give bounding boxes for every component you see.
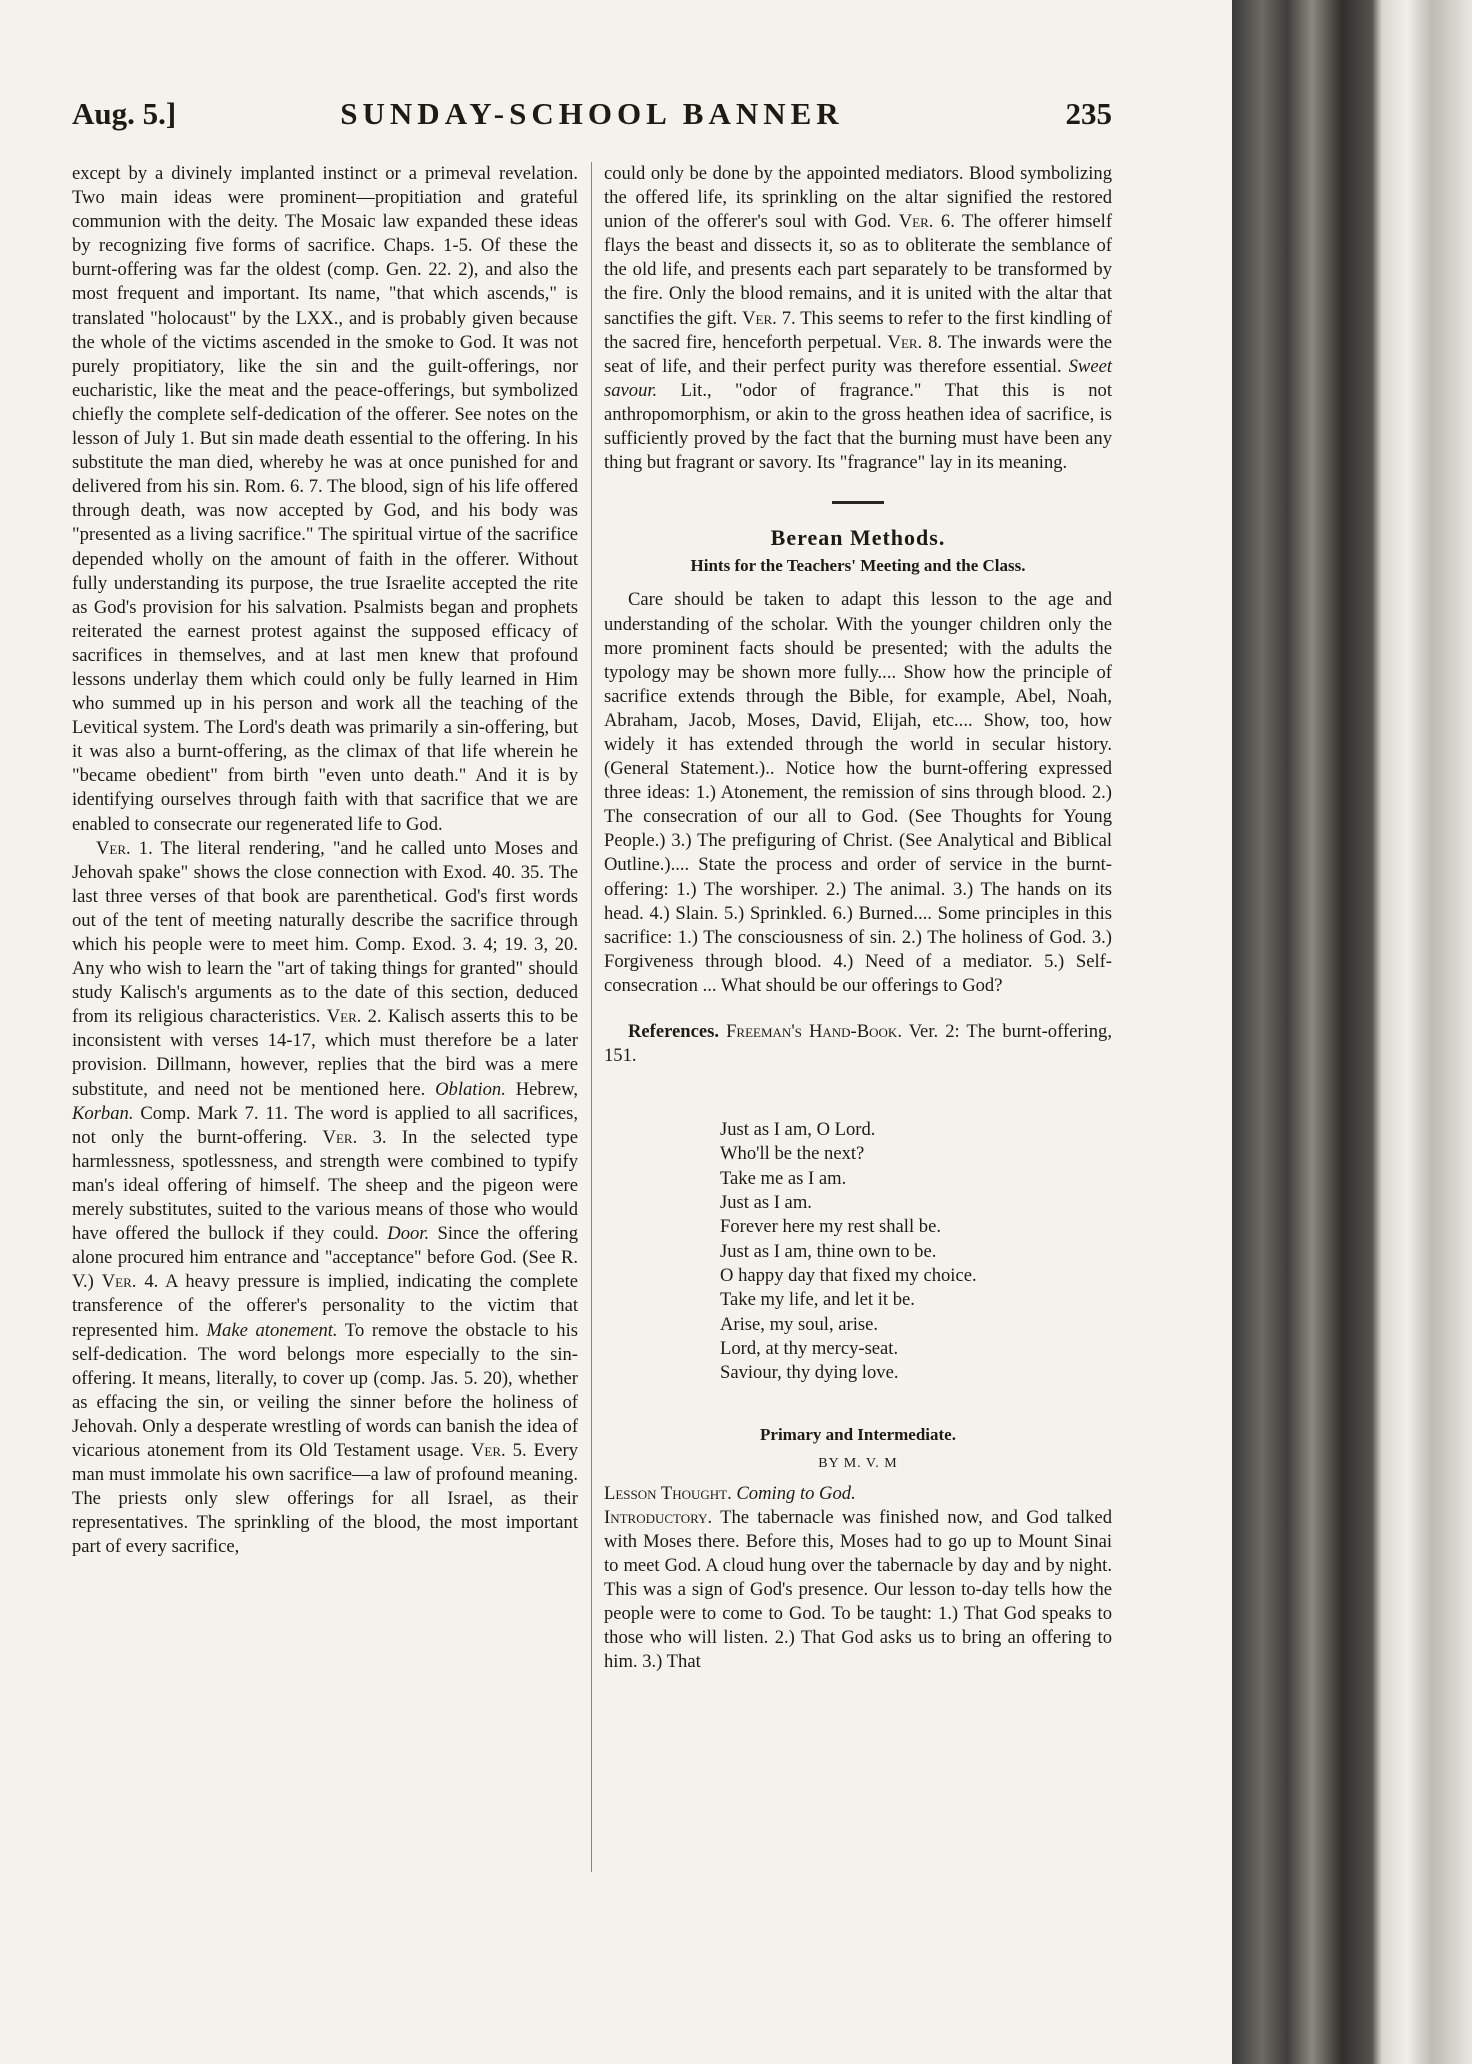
term-sweet-savour: Sweet savour. (604, 355, 1112, 401)
references-text: Ver. 2: The burnt-offering, 151. (604, 1021, 1112, 1067)
verse-label: Ver. (322, 1126, 358, 1148)
column-divider (591, 162, 592, 1872)
left-column (72, 162, 578, 1559)
hymn-line: Just as I am, thine own to be. (720, 1240, 937, 1262)
hymn-line: Arise, my soul, arise. (720, 1313, 879, 1335)
section-rule (832, 501, 884, 504)
verse-text: 7. This seems to refer to the first kindling of the sacred fire, henceforth perpetual. (604, 307, 1112, 353)
references-label: References. (628, 1021, 720, 1042)
references-paragraph (604, 1020, 1112, 1068)
verse-text: Lit., "odor of fragrance." That this is not anthropomorphism, or akin to the gross heathen idea of sacrifice, is sufficiently proved by the fact that the burning must have been any thing but fragrant or savory. Its "fragrance" lay in its meaning. (604, 379, 1112, 474)
byline: BY M. V. M (818, 1455, 898, 1471)
term-door: Door. (387, 1223, 430, 1245)
hints-paragraph: Care should be taken to adapt this lesson to the age and understanding of the scholar. With the younger children only the more prominent facts should be presented; with the adults the typology may be shown more fully.... Show how the principle of sacrifice extends through the Bible, for example, Abel, Noah, Abraham, Jacob, Moses, David, Elijah, etc.... Show, too, how widely it has extended through the world in secular history. (General Statement.).. Notice how the burnt-offering expressed three ideas: 1.) Atonement, the remission of sins through blood. 2.) The consecration of our all to God. (See Thoughts for Young People.) 3.) The prefiguring of Christ. (See Analytical and Biblical Outline.).... State the process and order of service in the burnt-offering: 1.) The worshiper. 2.) The animal. 3.) The hands on its head. 4.) Slain. 5.) Sprinkled. 6.) Burned.... Some principles in this sacrifice: 1.) The consciousness of sin. 2.) The holiness of God. 3.) Forgiveness through blood. 4.) Need of a mediator. 5.) Self-consecration ... What should be our offerings to God? (604, 589, 1112, 996)
section-title: Berean Methods. (770, 525, 946, 551)
primary-section-title: Primary and Intermediate. (760, 1425, 956, 1445)
hymn-line: Just as I am, O Lord. (720, 1119, 876, 1141)
verse-text: Hebrew, (505, 1078, 578, 1100)
term-oblation: Oblation. (435, 1078, 506, 1100)
verse-label: Ver. (96, 837, 131, 859)
running-title: SUNDAY-SCHOOL BANNER (340, 96, 844, 131)
header-date: Aug. 5.] (72, 96, 177, 131)
verse-text: 6. The offerer himself flays the beast and dissects it, so as to obliterate the semblance of the old life, and presents each part separately to be transformed by the fire. Only the blood remains, and it is united with the altar that sanctifies the gift. (604, 211, 1113, 329)
hymn-line: Who'll be the next? (720, 1143, 865, 1165)
verse-text: 3. In the selected type harmlessness, spotlessness, and strength were combined to typify man's ideal offering of himself. The sheep and the pigeon were merely substitutes, suited to the various means of those who would have offered the bullock if they could. (72, 1126, 579, 1245)
hymn-list (720, 1118, 1112, 1385)
verse-text: 8. The inwards were the seat of life, and their perfect purity was therefore essential. (604, 331, 1112, 377)
verse-text: 1. The literal rendering, "and he called unto Moses and Jehovah spake" shows the close connection with Exod. 40. 35. The last three verses of that book are parenthetical. God's first words out of the tent of meeting naturally describe the sacrifice through which his people were to meet him. Comp. Exod. 3. 4; 19. 3, 20. Any who wish to learn the "art of taking things for granted" should study Kalisch's arguments as to the date of this section, deduced from its religious characteristics. (72, 837, 578, 1028)
verse-label: Ver. (742, 307, 777, 329)
lesson-thought-text: Coming to God. (736, 1482, 856, 1504)
lesson-thought (604, 1482, 1112, 1506)
verse-text: To remove the obstacle to his self-dedication. The word belongs more especially to the sin-offering. It means, literally, to cover up (comp. Jas. 5. 20), whether as effacing the sin, or veiling the sinner before the holiness of Jehovah. Only a desperate wrestling of words can banish the idea of vicarious atonement from its Old Testament usage. (72, 1319, 579, 1461)
introductory-paragraph (604, 1506, 1112, 1675)
verse-label: Ver. (470, 1439, 506, 1461)
term-korban: Korban. (72, 1102, 134, 1124)
verse-label: Ver. (887, 331, 923, 353)
hymn-line: Lord, at thy mercy-seat. (720, 1337, 899, 1359)
verse-text: Comp. Mark 7. 11. The word is applied to all sacrifices, not only the burnt-offering. (72, 1102, 578, 1148)
references-book: Freeman's Hand-Book. (719, 1021, 902, 1042)
hymn-line: O happy day that fixed my choice. (720, 1264, 977, 1286)
introductory-label: Introductory. (604, 1506, 713, 1528)
term-make-atonement: Make atonement. (206, 1319, 338, 1341)
verse-text: 2. Kalisch asserts this to be inconsistent with verses 14-17, which must therefore be a later provision. Dillmann, however, replies that the bird was a mere substitute, and need not be mentioned here. (72, 1006, 578, 1100)
verse-text: 4. A heavy pressure is implied, indicating the complete transference of the offerer's personality to the victim that represented him. (72, 1271, 578, 1341)
commentary-paragraph: except by a divinely implanted instinct or a primeval revelation. Two main ideas were prominent—propitiation and grateful communion with the deity. The Mosaic law expanded these ideas by recognizing five forms of sacrifice. Chaps. 1-5. Of these the burnt-offering was far the oldest (comp. Gen. 22. 2), and also the most frequent and important. Its name, "that which ascends," is translated "holocaust" by the LXX., and is probably given because the whole of the victims ascended in the smoke to God. It was not purely propitiatory, like the sin and the guilt-offerings, nor eucharistic, like the meat and the peace-offerings, but symbolized chiefly the complete self-dedication of the offerer. See notes on the lesson of July 1. But sin made death essential to the offering. In his substitute the man died, whereby he was at once punished for and delivered from his sin. Rom. 6. 7. The blood, sign of his life offered through death, was now accepted by God, and his body was "presented as a living sacrifice." The spiritual virtue of the sacrifice depended wholly on the amount of faith in the offerer. Without fully understanding its purpose, the true Israelite accepted the rite as God's provision for his salvation. Psalmists began and prophets reiterated the earnest protest against the supposed efficacy of sacrifices in themselves, and at last men knew that profound lessons underlay them which could only be fully learned in Him who summed up in his person and work all the teaching of the Levitical system. The Lord's death was primarily a sin-offering, but it was also a burnt-offering, as the climax of that life wherein he "became obedient" from birth "even unto death." And it is by identifying ourselves through faith with that sacrifice that we are enabled to consecrate our regenerated life to God. (72, 163, 578, 835)
hymn-line: Forever here my rest shall be. (720, 1216, 941, 1238)
verse-text: could only be done by the appointed mediators. Blood symbolizing the offered life, its sprinkling on the altar signified the restored union of the offerer's soul with God. (604, 163, 1112, 233)
commentary-continuation (604, 162, 1112, 475)
right-column (604, 162, 1112, 1674)
verse-text: 5. Every man must immolate his own sacrifice—a law of profound meaning. The priests only slew offerings for all Israel, as their representatives. The sprinkling of the blood, the most important part of every sacrifice, (72, 1439, 578, 1558)
lesson-thought-label: Lesson Thought. (604, 1482, 732, 1504)
page-header (72, 96, 1112, 140)
introductory-text: The tabernacle was finished now, and God talked with Moses there. Before this, Moses had to go up to Mount Sinai to meet God. A cloud hung over the tabernacle by day and by night. This was a sign of God's presence. Our lesson to-day tells how the people were to come to God. To be taught: 1.) That God speaks to those who will listen. 2.) That God asks us to bring an offering to him. 3.) That (604, 1506, 1112, 1673)
verse-label: Ver. (898, 211, 934, 233)
verse-label: Ver. (326, 1006, 362, 1028)
verse-notes-paragraph (72, 837, 578, 1560)
page-number: 235 (1065, 96, 1112, 131)
hymn-line: Take me as I am. (720, 1167, 847, 1189)
hymn-line: Saviour, thy dying love. (720, 1362, 899, 1384)
book-page-edges (1232, 0, 1472, 2064)
section-subtitle: Hints for the Teachers' Meeting and the Class. (690, 556, 1026, 576)
verse-label: Ver. (101, 1271, 137, 1293)
hymn-line: Take my life, and let it be. (720, 1289, 915, 1311)
verse-text: Since the offering alone procured him entrance and "acceptance" before God. (See R. V.) (72, 1223, 578, 1293)
hymn-line: Just as I am. (720, 1192, 812, 1214)
